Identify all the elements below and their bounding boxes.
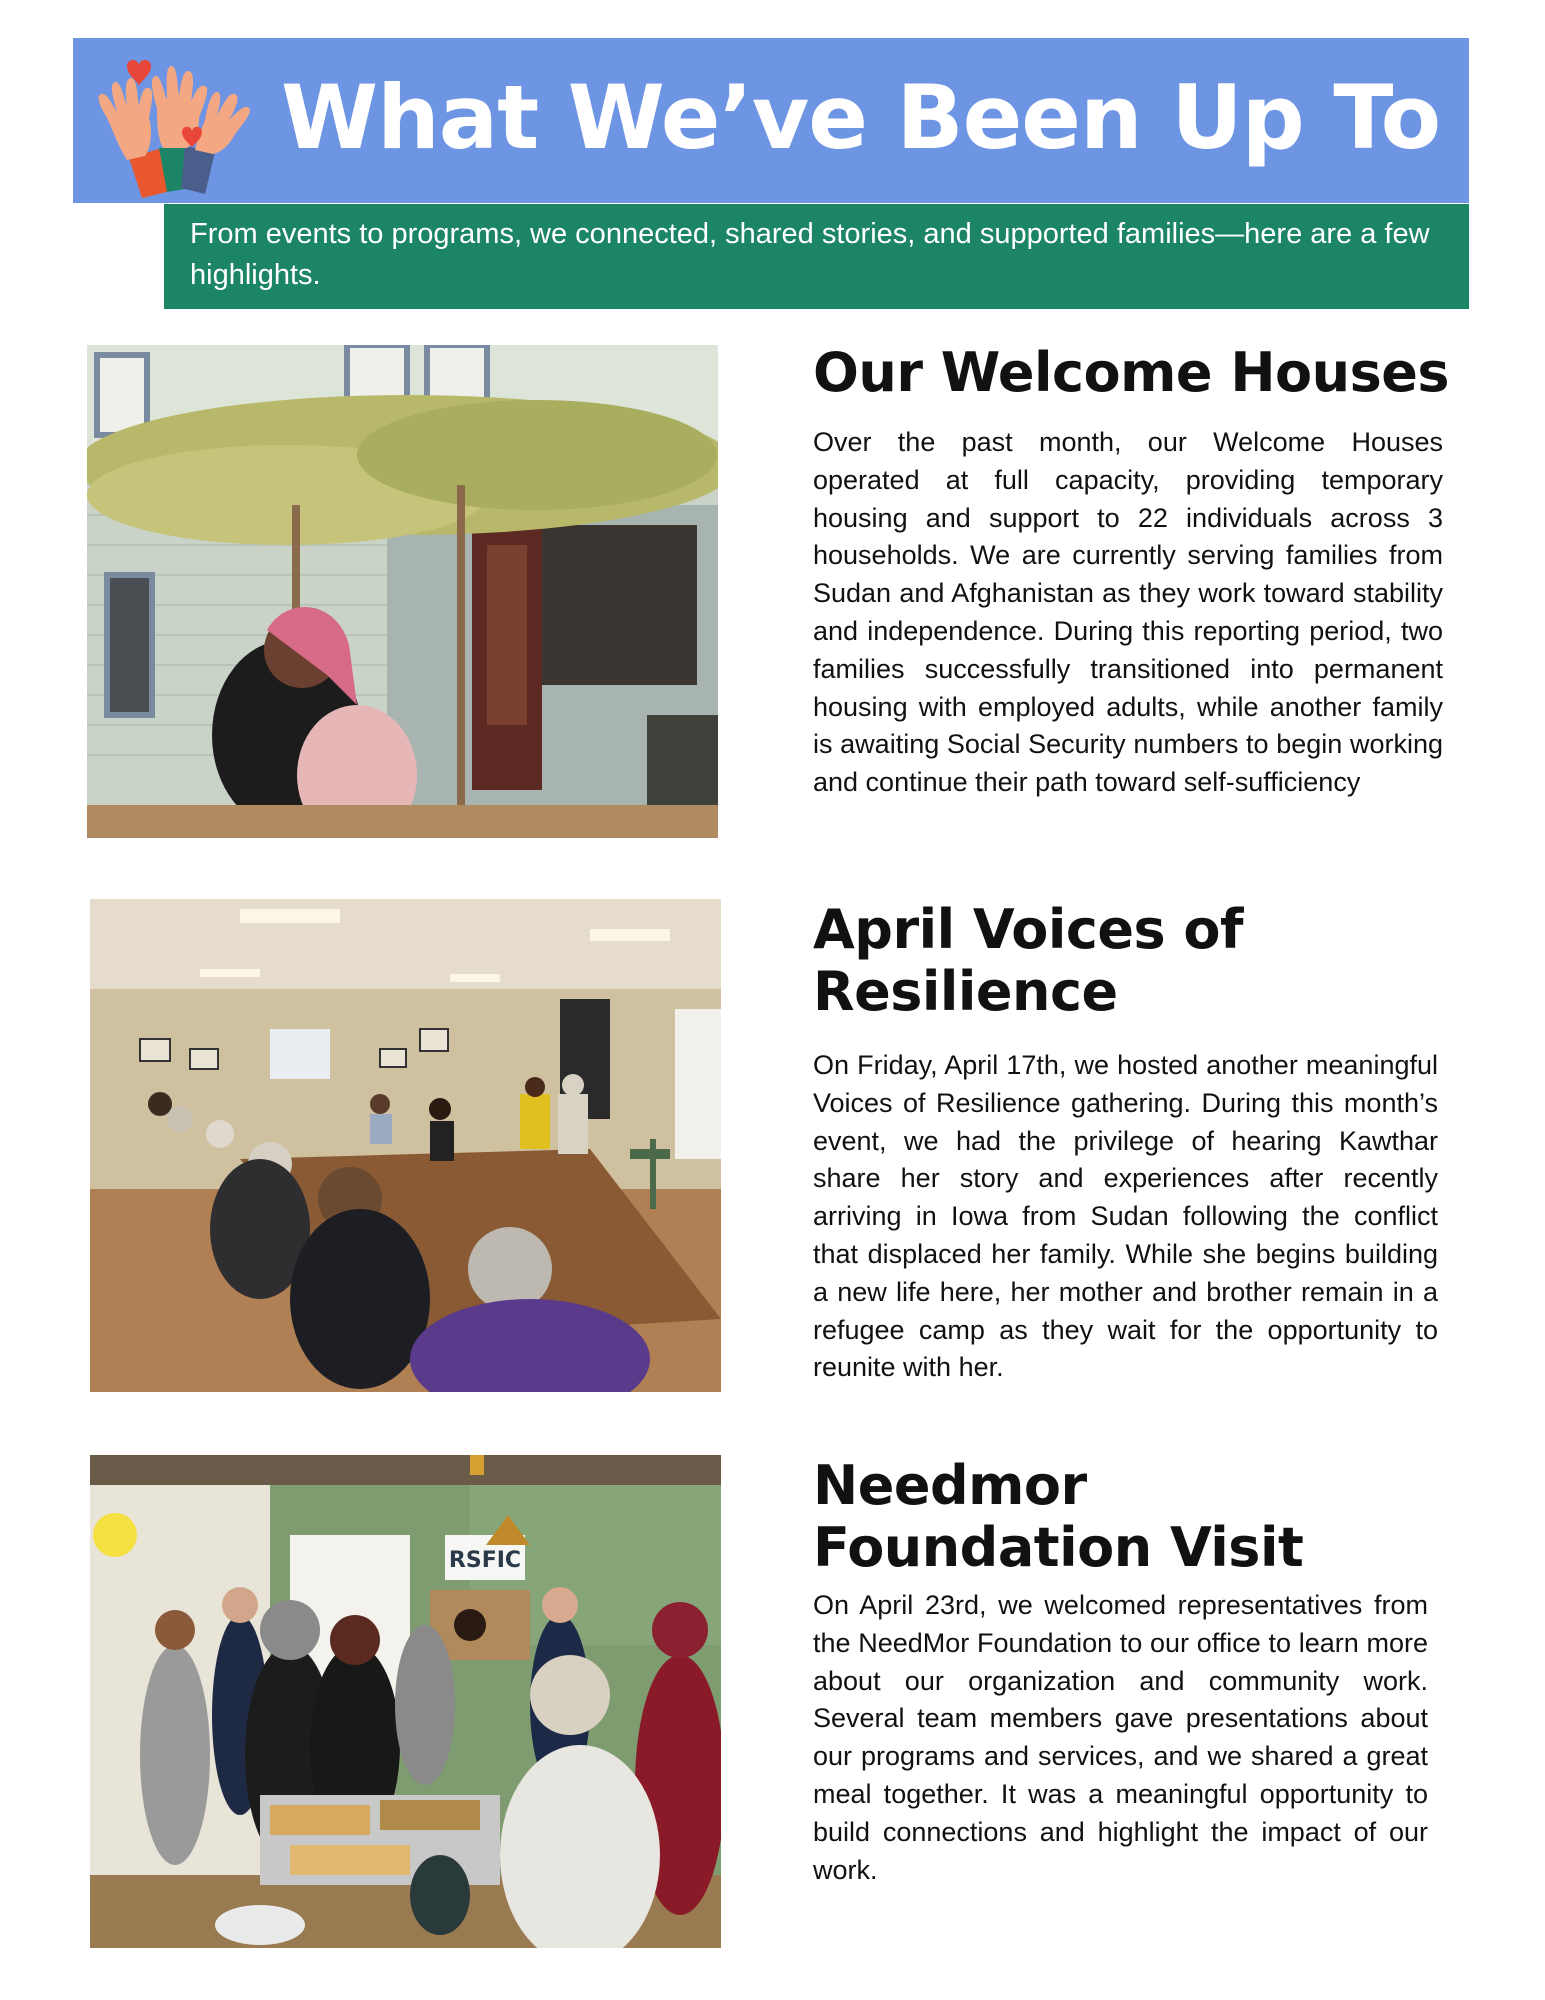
welcome-house-photo <box>87 345 718 838</box>
page-title: What We’ve Been Up To <box>281 66 1441 169</box>
raised-hands-hearts-icon <box>87 48 257 198</box>
voices-of-resilience-body: On Friday, April 17th, we hosted another meaningful Voices of Resilience gathering. During this month’s event, we had the privilege of hearing Kawthar share her story and experiences after recently arriving in Iowa from Sudan following the conflict that displaced her family. While she begins building a new life here, her mother and brother remain in a refugee camp as they wait for the opportunity to reunite with her. <box>813 1050 1438 1383</box>
needmor-visit-body: On April 23rd, we welcomed representatives from the NeedMor Foundation to our office to learn more about our organization and community work. Several team members gave presentations about our programs and services, and we shared a great meal together. It was a meaningful opportunity to build connections and highlight the impact of our work. <box>813 1590 1428 1885</box>
needmor-visit-photo <box>90 1455 721 1948</box>
voices-of-resilience-heading: April Voices of Resilience <box>813 898 1244 1023</box>
title-banner <box>73 38 1469 203</box>
voices-of-resilience-photo <box>90 899 721 1392</box>
welcome-houses-body: Over the past month, our Welcome Houses operated at full capacity, providing temporary housing and support to 22 individuals across 3 households. We are currently serving families from Sudan and Afghanistan as they work toward stability and independence. During this reporting period, two families successfully transitioned into permanent housing with employed adults, while another family is awaiting Social Security numbers to begin working and continue their path toward self-sufficiency <box>813 427 1443 798</box>
intro-banner <box>164 204 1469 309</box>
needmor-visit-heading: Needmor Foundation Visit <box>813 1454 1304 1579</box>
welcome-houses-heading: Our Welcome Houses <box>813 341 1449 404</box>
intro-text: From events to programs, we connected, shared stories, and supported families—here are a few highlights. <box>190 218 1430 291</box>
rsfic-sign: RSFIC <box>448 1548 522 1573</box>
